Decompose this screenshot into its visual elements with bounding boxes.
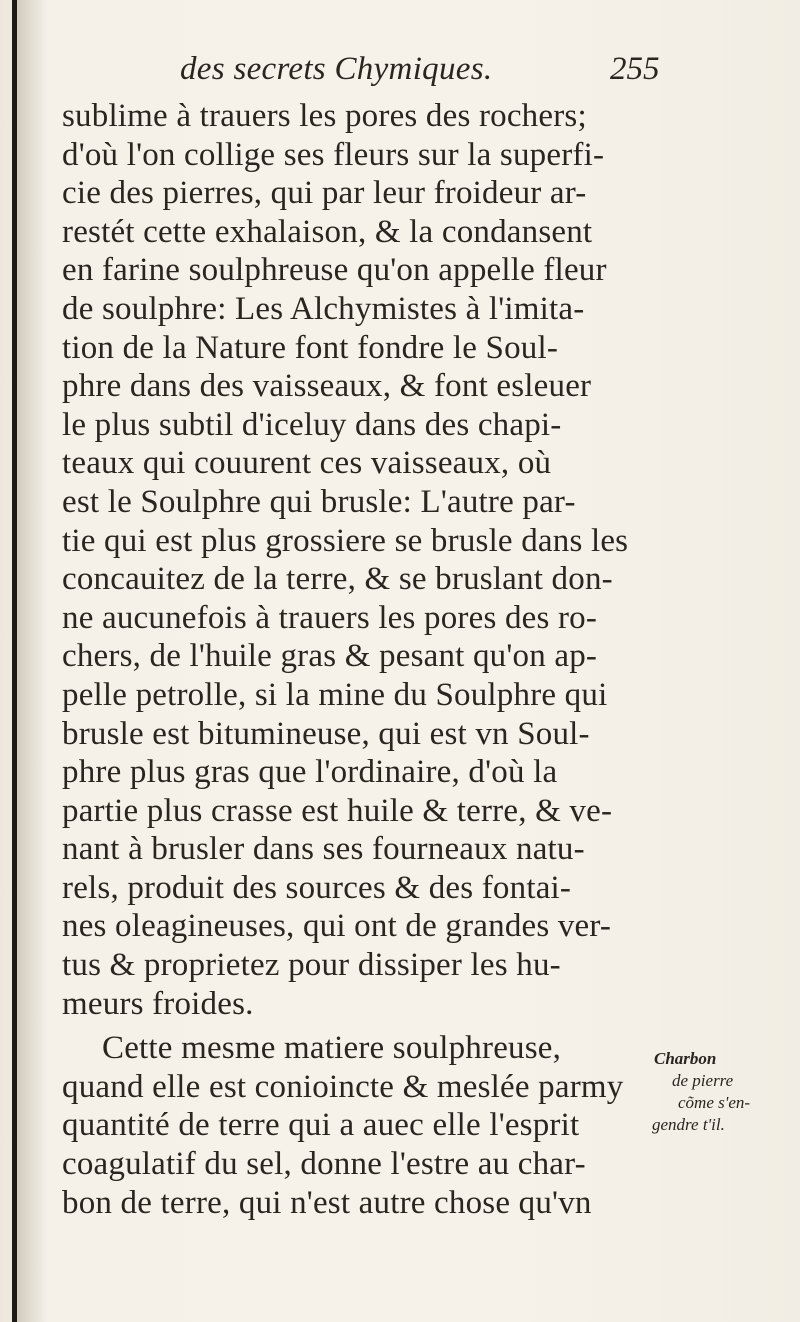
text-line: bon de terre, qui n'est autre chose qu'vn (62, 1184, 592, 1221)
marginal-note-line: de pierre (672, 1071, 734, 1090)
marginal-note-line: Charbon (654, 1049, 717, 1068)
text-line: cie des pierres, qui par leur froideur ar- (62, 175, 587, 212)
text-line: en farine soulphreuse qu'on appelle fleur (62, 252, 607, 289)
text-line: d'où l'on collige ses fleurs sur la superfi- (62, 136, 605, 173)
text-line: brusle est bitumineuse, qui est vn Soul- (62, 715, 590, 752)
text-line: nes oleagineuses, qui ont de grandes ver- (62, 908, 612, 945)
running-title: des secrets Chymiques. (180, 51, 493, 87)
text-line: tus & proprietez pour dissiper les hu- (62, 947, 561, 984)
text-line: quand elle est conioincte & meslée parmy (62, 1068, 624, 1105)
text-line: le plus subtil d'iceluy dans des chapi- (62, 406, 562, 443)
text-line: pelle petrolle, si la mine du Soulphre qui (62, 676, 608, 713)
text-line: teaux qui couurent ces vaisseaux, où (62, 445, 552, 482)
page-header (0, 46, 800, 98)
text-line: phre plus gras que l'ordinaire, d'où la (62, 754, 558, 791)
text-line: nant à brusler dans ses fourneaux natu- (62, 831, 585, 868)
text-line: tie qui est plus grossiere se brusle dans les (62, 522, 629, 559)
body-text (62, 97, 662, 1222)
page-number: 255 (610, 51, 660, 87)
text-line: chers, de l'huile gras & pesant qu'on ap- (62, 638, 598, 675)
text-line: coagulatif du sel, donne l'estre au char- (62, 1146, 586, 1183)
text-line: Cette mesme matiere soulphreuse, (102, 1030, 562, 1067)
gutter-shadow (17, 0, 47, 1322)
text-line: est le Soulphre qui brusle: L'autre par- (62, 483, 576, 520)
text-line: tion de la Nature font fondre le Soul- (62, 329, 559, 366)
text-line: sublime à trauers les pores des rochers; (62, 98, 587, 134)
marginal-note-line: cõme s'en- (678, 1093, 751, 1112)
text-line: quantité de terre qui a auec elle l'esprit (62, 1107, 580, 1144)
text-line: ne aucunefois à trauers les pores des ro- (62, 599, 598, 636)
text-line: rels, produit des sources & des fontai- (62, 869, 572, 906)
marginal-note-line: gendre t'il. (652, 1115, 725, 1134)
text-line: restét cette exhalaison, & la condansent (62, 213, 593, 250)
text-line: meurs froides. (62, 985, 254, 1022)
text-line: de soulphre: Les Alchymistes à l'imita- (62, 290, 585, 327)
text-line: concauitez de la terre, & se bruslant don- (62, 561, 613, 598)
marginal-note (650, 1048, 780, 1136)
text-line: phre dans des vaisseaux, & font esleuer (62, 368, 592, 405)
text-line: partie plus crasse est huile & terre, & ve- (62, 792, 613, 829)
